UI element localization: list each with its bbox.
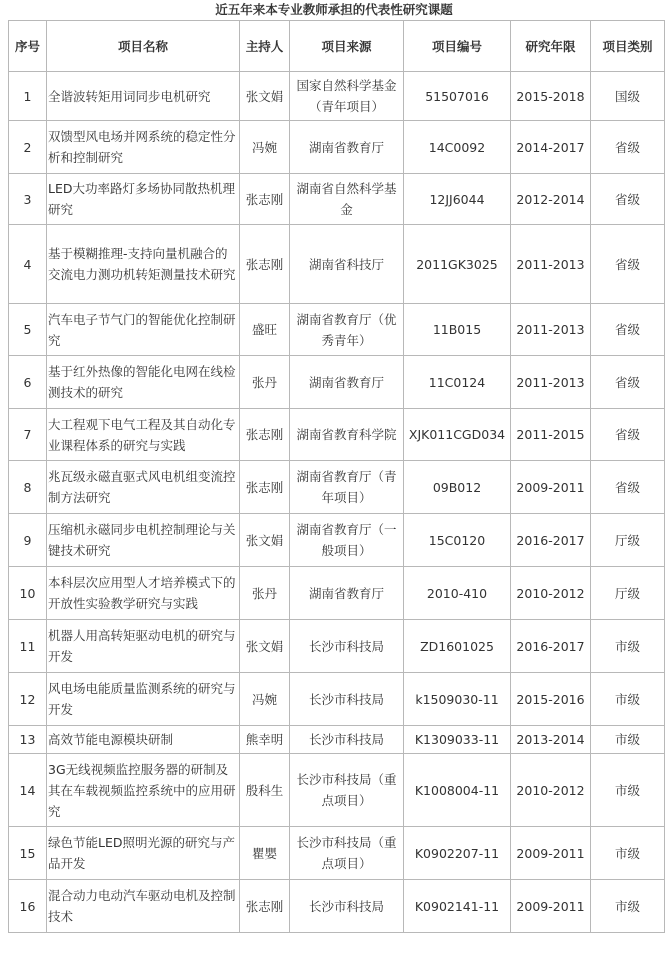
cell-code: K1008004-11 [404, 754, 511, 827]
cell-no: 15 [9, 827, 47, 880]
cell-name: 机器人用高转矩驱动电机的研究与开发 [47, 620, 240, 673]
cell-years: 2009-2011 [511, 880, 591, 933]
cell-no: 11 [9, 620, 47, 673]
cell-code: ZD1601025 [404, 620, 511, 673]
cell-code: 09B012 [404, 461, 511, 514]
header-years: 研究年限 [511, 21, 591, 72]
cell-host: 熊幸明 [240, 726, 290, 754]
cell-source: 长沙市科技局 [290, 880, 404, 933]
cell-host: 张文娟 [240, 514, 290, 567]
cell-host: 张文娟 [240, 72, 290, 121]
cell-years: 2014-2017 [511, 121, 591, 174]
cell-code: 11B015 [404, 304, 511, 356]
cell-source: 长沙市科技局 [290, 673, 404, 726]
research-projects-table [8, 20, 665, 933]
cell-years: 2011-2013 [511, 304, 591, 356]
cell-level: 省级 [591, 225, 665, 304]
header-level: 项目类别 [591, 21, 665, 72]
table-row [9, 174, 665, 225]
cell-no: 7 [9, 409, 47, 461]
table-row [9, 754, 665, 827]
cell-years: 2012-2014 [511, 174, 591, 225]
cell-host: 冯婉 [240, 121, 290, 174]
cell-name: 混合动力电动汽车驱动电机及控制技术 [47, 880, 240, 933]
cell-name: 全谐波转矩用词同步电机研究 [47, 72, 240, 121]
cell-name: 基于红外热像的智能化电网在线检测技术的研究 [47, 356, 240, 409]
cell-code: 11C0124 [404, 356, 511, 409]
header-source: 项目来源 [290, 21, 404, 72]
cell-level: 省级 [591, 121, 665, 174]
cell-years: 2015-2016 [511, 673, 591, 726]
cell-host: 张志刚 [240, 409, 290, 461]
cell-code: 51507016 [404, 72, 511, 121]
cell-years: 2011-2013 [511, 356, 591, 409]
table-header-row [9, 21, 665, 72]
table-row [9, 225, 665, 304]
cell-name: 压缩机永磁同步电机控制理论与关键技术研究 [47, 514, 240, 567]
cell-level: 市级 [591, 673, 665, 726]
cell-level: 省级 [591, 304, 665, 356]
cell-level: 省级 [591, 356, 665, 409]
cell-no: 3 [9, 174, 47, 225]
cell-years: 2009-2011 [511, 827, 591, 880]
cell-host: 张志刚 [240, 225, 290, 304]
cell-source: 湖南省教育厅（优秀青年） [290, 304, 404, 356]
table-row [9, 567, 665, 620]
table-row [9, 514, 665, 567]
table-row [9, 409, 665, 461]
cell-level: 省级 [591, 409, 665, 461]
cell-host: 张丹 [240, 567, 290, 620]
cell-years: 2009-2011 [511, 461, 591, 514]
cell-years: 2016-2017 [511, 620, 591, 673]
header-host: 主持人 [240, 21, 290, 72]
cell-no: 6 [9, 356, 47, 409]
cell-name: 绿色节能LED照明光源的研究与产品开发 [47, 827, 240, 880]
cell-no: 9 [9, 514, 47, 567]
cell-name: 高效节能电源模块研制 [47, 726, 240, 754]
cell-host: 冯婉 [240, 673, 290, 726]
cell-name: 3G无线视频监控服务器的研制及其在车载视频监控系统中的应用研究 [47, 754, 240, 827]
cell-no: 13 [9, 726, 47, 754]
cell-level: 省级 [591, 174, 665, 225]
table-row [9, 880, 665, 933]
cell-source: 湖南省科技厅 [290, 225, 404, 304]
cell-level: 市级 [591, 754, 665, 827]
cell-source: 长沙市科技局（重点项目） [290, 827, 404, 880]
cell-host: 瞿嬰 [240, 827, 290, 880]
cell-name: 汽车电子节气门的智能优化控制研究 [47, 304, 240, 356]
table-body [9, 72, 665, 933]
cell-host: 张文娟 [240, 620, 290, 673]
cell-no: 10 [9, 567, 47, 620]
cell-years: 2011-2015 [511, 409, 591, 461]
table-row [9, 356, 665, 409]
cell-name: 基于模糊推理-支持向量机融合的交流电力测功机转矩测量技术研究 [47, 225, 240, 304]
cell-code: XJK011CGD034 [404, 409, 511, 461]
table-row [9, 461, 665, 514]
cell-no: 16 [9, 880, 47, 933]
cell-no: 14 [9, 754, 47, 827]
cell-level: 市级 [591, 726, 665, 754]
cell-level: 市级 [591, 827, 665, 880]
cell-code: K1309033-11 [404, 726, 511, 754]
cell-no: 4 [9, 225, 47, 304]
table-row [9, 620, 665, 673]
cell-years: 2015-2018 [511, 72, 591, 121]
cell-name: 风电场电能质量监测系统的研究与开发 [47, 673, 240, 726]
cell-code: 12JJ6044 [404, 174, 511, 225]
cell-level: 国级 [591, 72, 665, 121]
cell-code: 2010-410 [404, 567, 511, 620]
cell-source: 湖南省教育厅 [290, 121, 404, 174]
header-code: 项目编号 [404, 21, 511, 72]
cell-source: 国家自然科学基金（青年项目） [290, 72, 404, 121]
table-row [9, 72, 665, 121]
cell-host: 殷科生 [240, 754, 290, 827]
cell-name: 本科层次应用型人才培养模式下的开放性实验教学研究与实践 [47, 567, 240, 620]
cell-years: 2010-2012 [511, 754, 591, 827]
cell-level: 市级 [591, 880, 665, 933]
cell-level: 市级 [591, 620, 665, 673]
table-row [9, 121, 665, 174]
cell-no: 2 [9, 121, 47, 174]
cell-code: 15C0120 [404, 514, 511, 567]
cell-source: 湖南省教育厅（一般项目） [290, 514, 404, 567]
cell-code: K0902141-11 [404, 880, 511, 933]
cell-name: 大工程观下电气工程及其自动化专业课程体系的研究与实践 [47, 409, 240, 461]
cell-host: 张志刚 [240, 880, 290, 933]
cell-years: 2010-2012 [511, 567, 591, 620]
cell-source: 湖南省自然科学基金 [290, 174, 404, 225]
cell-host: 张丹 [240, 356, 290, 409]
table-row [9, 726, 665, 754]
cell-level: 厅级 [591, 514, 665, 567]
cell-source: 长沙市科技局 [290, 620, 404, 673]
cell-code: k1509030-11 [404, 673, 511, 726]
cell-host: 张志刚 [240, 461, 290, 514]
table-row [9, 827, 665, 880]
cell-code: 14C0092 [404, 121, 511, 174]
table-row [9, 673, 665, 726]
cell-years: 2011-2013 [511, 225, 591, 304]
cell-code: 2011GK3025 [404, 225, 511, 304]
cell-years: 2013-2014 [511, 726, 591, 754]
cell-no: 1 [9, 72, 47, 121]
cell-code: K0902207-11 [404, 827, 511, 880]
cell-source: 长沙市科技局（重点项目） [290, 754, 404, 827]
cell-source: 长沙市科技局 [290, 726, 404, 754]
cell-no: 12 [9, 673, 47, 726]
cell-name: LED大功率路灯多场协同散热机理研究 [47, 174, 240, 225]
cell-source: 湖南省教育厅 [290, 356, 404, 409]
cell-source: 湖南省教育厅（青年项目） [290, 461, 404, 514]
cell-no: 5 [9, 304, 47, 356]
cell-level: 省级 [591, 461, 665, 514]
cell-host: 盛旺 [240, 304, 290, 356]
header-no: 序号 [9, 21, 47, 72]
table-title: 近五年来本专业教师承担的代表性研究课题 [215, 2, 453, 17]
cell-source: 湖南省教育科学院 [290, 409, 404, 461]
cell-host: 张志刚 [240, 174, 290, 225]
header-name: 项目名称 [47, 21, 240, 72]
table-row [9, 304, 665, 356]
cell-source: 湖南省教育厅 [290, 567, 404, 620]
cell-name: 兆瓦级永磁直驱式风电机组变流控制方法研究 [47, 461, 240, 514]
cell-name: 双馈型风电场并网系统的稳定性分析和控制研究 [47, 121, 240, 174]
cell-no: 8 [9, 461, 47, 514]
cell-level: 厅级 [591, 567, 665, 620]
cell-years: 2016-2017 [511, 514, 591, 567]
